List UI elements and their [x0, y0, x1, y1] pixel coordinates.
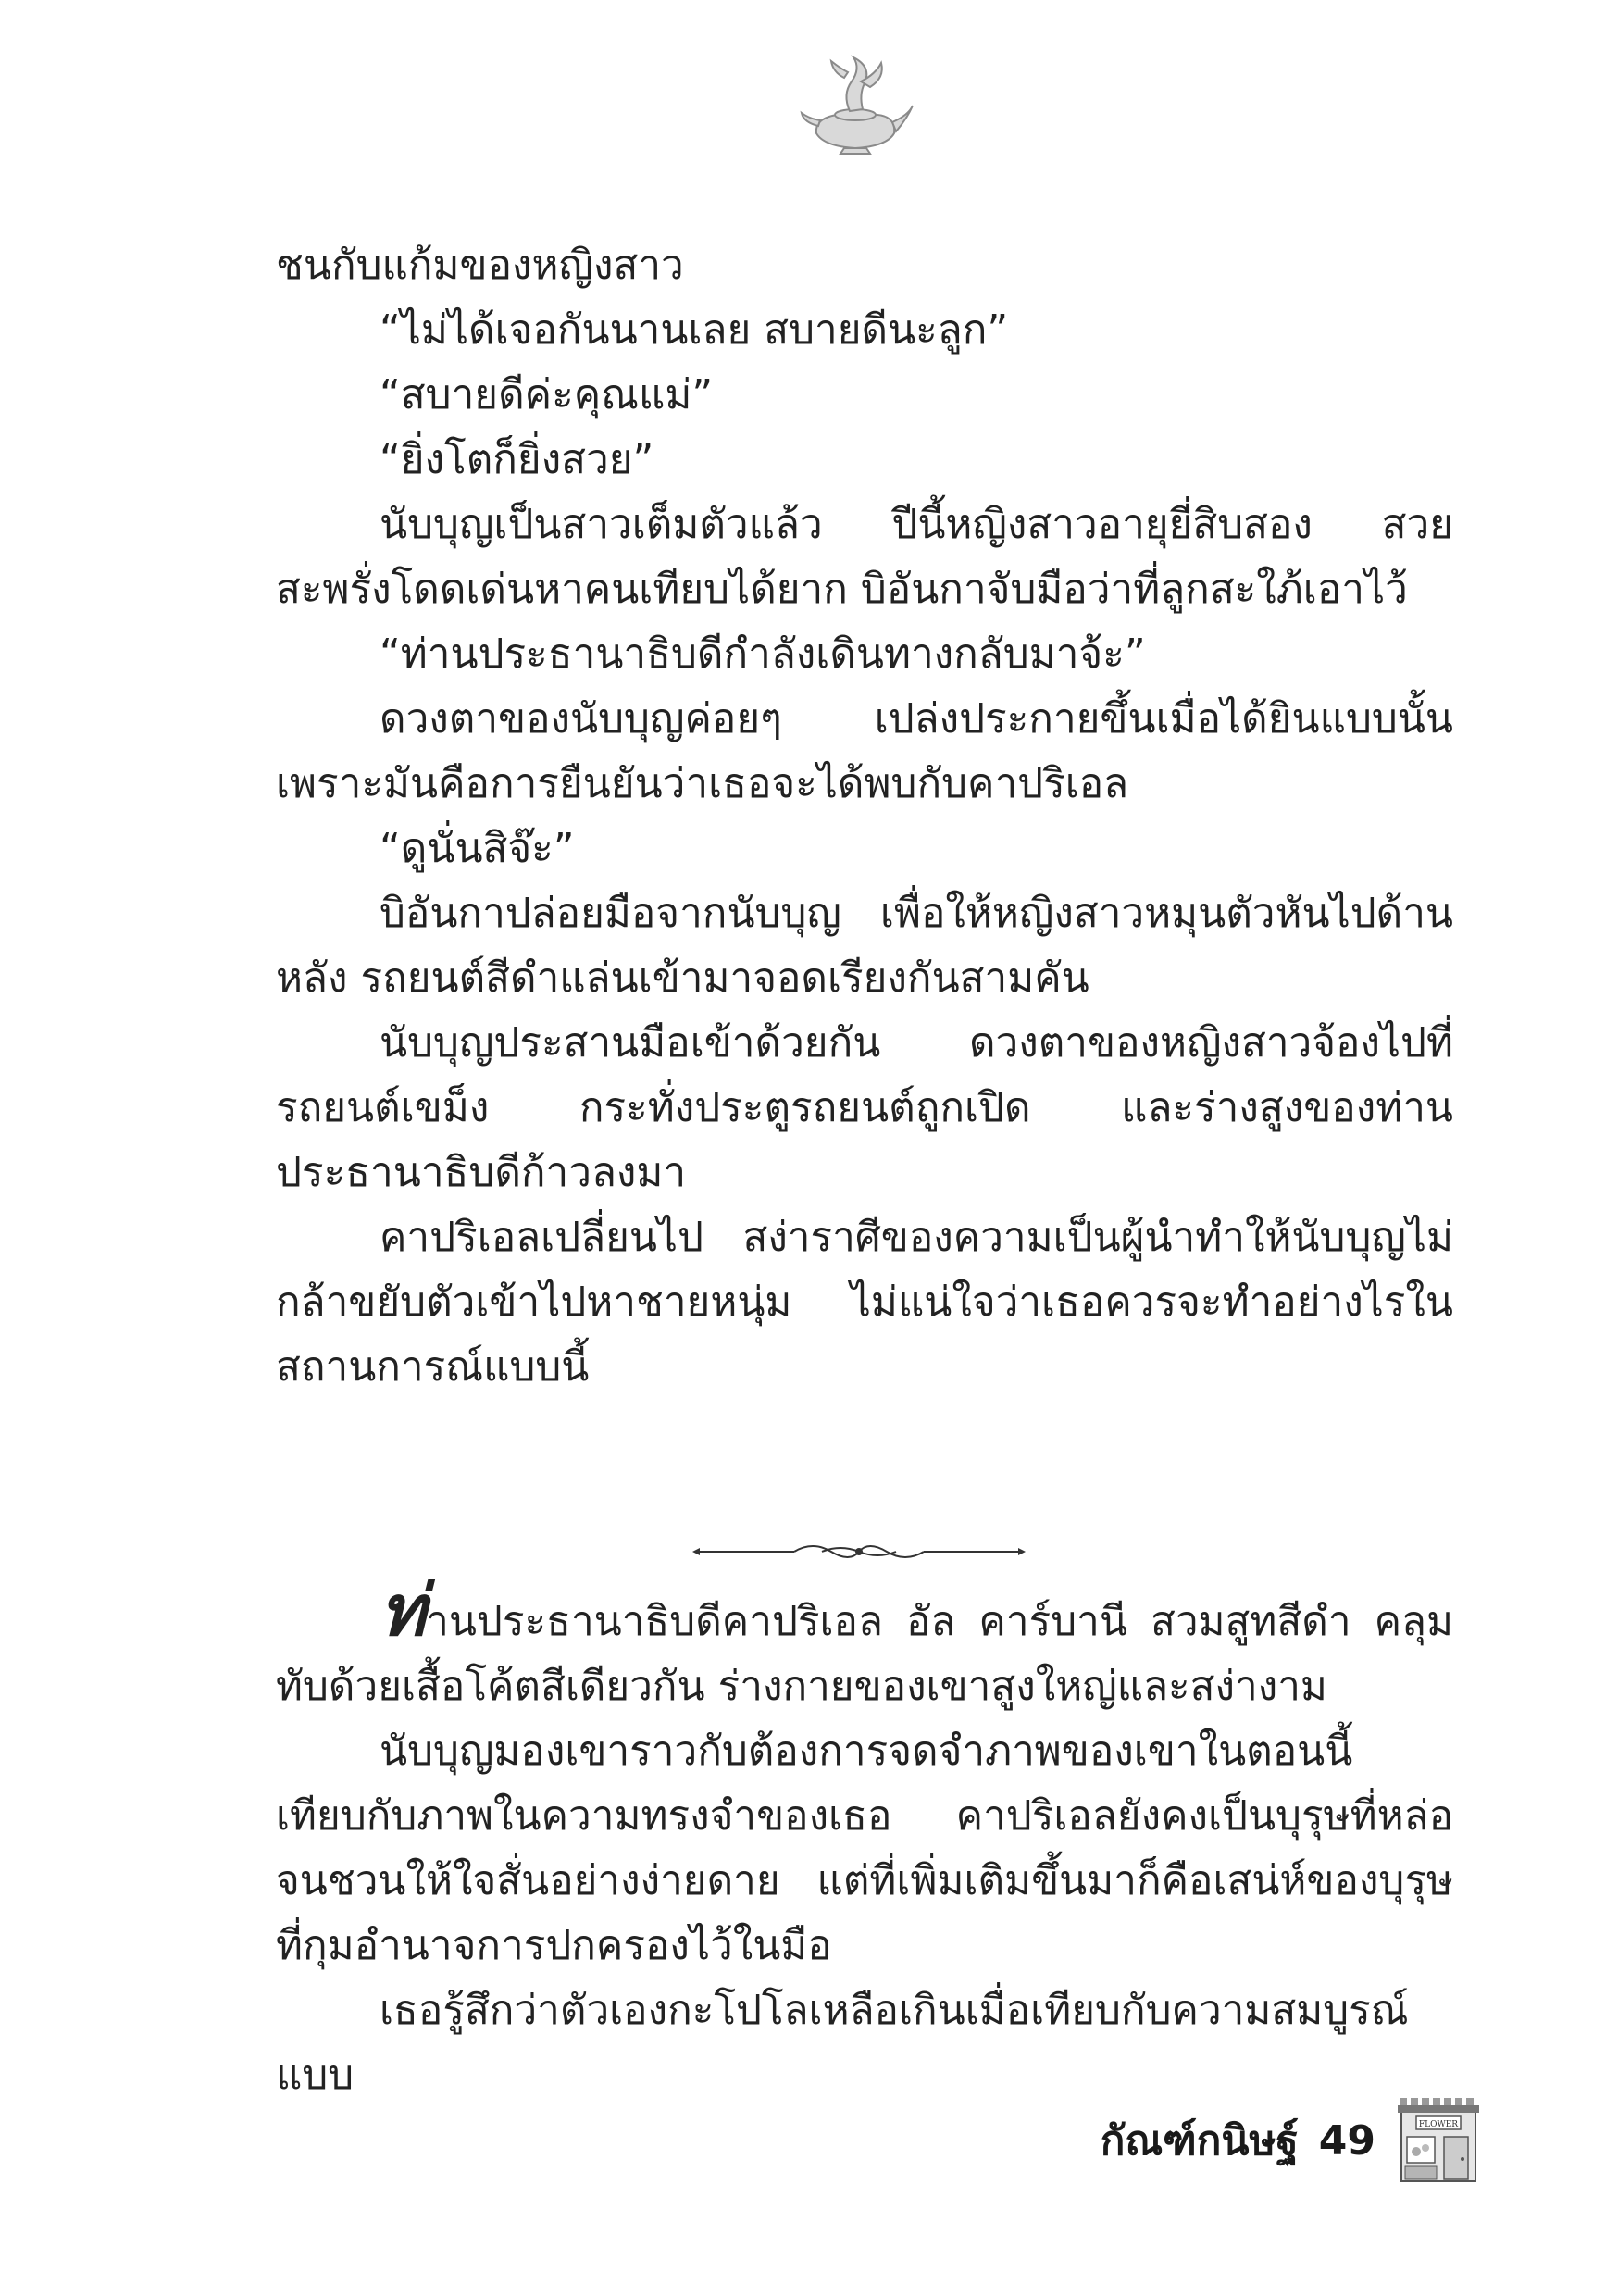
dialogue-line: “ยิ่งโตก็ยิ่งสวย”	[380, 436, 654, 483]
drop-cap: ท่	[380, 1569, 427, 1652]
page-number: 49	[1318, 2116, 1375, 2165]
paragraph: คาปริเอลเปลี่ยนไป สง่าราศีของความเป็นผู้นำทำให้นับบุญไม่กล้าขยับตัวเข้าไปหาชายหนุ่ม ไม่แน่ใจว่าเธอควรจะทำอย่างไรในสถานการณ์แบบนี้	[276, 1214, 1453, 1391]
paragraph-text: านประธานาธิบดีคาปริเอล อัล คาร์บานี สวมสูทสีดำ คลุมทับด้วยเสื้อโค้ตสีเดียวกัน ร่างกายของเขาสูงใหญ่และสง่างาม	[276, 1598, 1453, 1710]
paragraph: ชนกับแก้มของหญิงสาว	[276, 242, 684, 289]
genie-lamp-icon	[796, 54, 916, 165]
paragraph: นับบุญเป็นสาวเต็มตัวแล้ว ปีนี้หญิงสาวอายุยี่สิบสอง สวยสะพรั่งโดดเด่นหาคนเทียบได้ยาก บิอันกาจับมือว่าที่ลูกสะใภ้เอาไว้	[276, 501, 1453, 613]
dialogue-line: “ไม่ได้เจอกันนานเลย สบายดีนะลูก”	[380, 306, 1009, 354]
book-title: กัณฑ์กนิษฐ์	[1100, 2117, 1299, 2165]
section-opening-paragraph	[276, 1569, 1453, 1719]
dialogue-line: “ดูนั่นสิจ๊ะ”	[380, 825, 575, 872]
body-text-bottom	[276, 1569, 1453, 2108]
paragraph: บิอันกาปล่อยมือจากนับบุญ เพื่อให้หญิงสาวหมุนตัวหันไปด้านหลัง รถยนต์สีดำแล่นเข้ามาจอดเรียงกันสามคัน	[276, 890, 1453, 1002]
ornamental-divider-icon	[692, 1535, 1026, 1568]
paragraph: นับบุญประสานมือเข้าด้วยกัน ดวงตาของหญิงสาวจ้องไปที่รถยนต์เขม็ง กระทั่งประตูรถยนต์ถูกเปิด และร่างสูงของท่านประธานาธิบดีก้าวลงมา	[276, 1019, 1453, 1196]
body-text-top	[276, 233, 1453, 1400]
flower-shop-icon	[1396, 2096, 1481, 2185]
dialogue-line: “สบายดีค่ะคุณแม่”	[380, 371, 714, 418]
paragraph: เธอรู้สึกว่าตัวเองกะโปโลเหลือเกินเมื่อเทียบกับความสมบูรณ์แบบ	[276, 1987, 1409, 2099]
dialogue-line: “ท่านประธานาธิบดีกำลังเดินทางกลับมาจ้ะ”	[380, 630, 1146, 678]
shop-sign-text: FLOWER	[1418, 2120, 1459, 2129]
paragraph: นับบุญมองเขาราวกับต้องการจดจำภาพของเขาในตอนนี้ เทียบกับภาพในความทรงจำของเธอ คาปริเอลยังคงเป็นบุรุษที่หล่อจนชวนให้ใจสั่นอย่างง่ายดาย แต่ที่เพิ่มเติมขึ้นมาก็คือเสน่ห์ของบุรุษที่กุมอำนาจการปกครองไว้ในมือ	[276, 1728, 1453, 1969]
paragraph: ดวงตาของนับบุญค่อยๆ เปล่งประกายขึ้นเมื่อได้ยินแบบนั้น เพราะมันคือการยืนยันว่าเธอจะได้พบกับคาปริเอล	[276, 695, 1453, 807]
page-footer	[1101, 2094, 1481, 2187]
